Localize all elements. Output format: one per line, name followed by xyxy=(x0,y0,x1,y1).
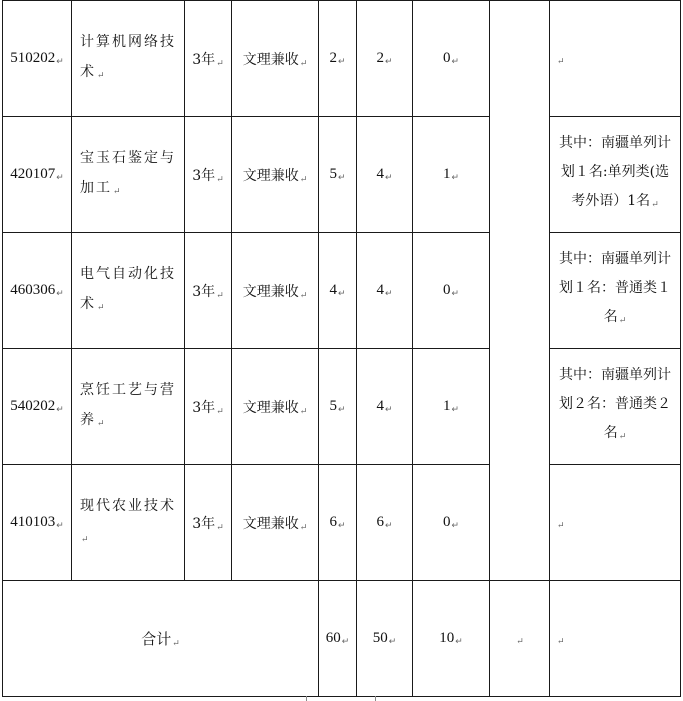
plan-total: 2 xyxy=(329,50,337,66)
plan-total: 6 xyxy=(329,514,337,530)
total-col-a: 50 xyxy=(372,630,388,646)
total-note-cell: ↵ xyxy=(550,581,681,697)
plan-total: 4 xyxy=(329,282,337,298)
plan-col-a: 6 xyxy=(376,514,384,530)
major-code: 460306 xyxy=(10,282,56,298)
study-years: 3年 xyxy=(192,515,216,532)
plan-col-a: 2 xyxy=(376,50,384,66)
plan-col-b: 0 xyxy=(442,50,451,66)
merged-blank-cell xyxy=(490,1,550,581)
total-col-b: 10 xyxy=(439,630,455,646)
major-name: 电气自动化技术 xyxy=(80,265,176,312)
subject-category: 文理兼收 xyxy=(242,283,299,300)
subject-category: 文理兼收 xyxy=(242,167,299,184)
plan-note-empty: ↵ xyxy=(550,1,681,117)
plan-col-b: 1 xyxy=(442,398,451,414)
plan-total: 5 xyxy=(329,398,337,414)
major-code: 540202 xyxy=(10,398,56,414)
table-row: 420107↵ 宝玉石鉴定与加工↵ 3年↵ 文理兼收↵ 5↵ 4↵ 1↵ 其中：南疆单列计划１名:单列类(选考外语）1名↵ xyxy=(3,117,681,233)
total-empty-cell: ↵ xyxy=(490,581,550,697)
page-break-line xyxy=(375,696,376,701)
plan-total: 5 xyxy=(329,166,337,182)
plan-note: 其中：南疆单列计划１名：普通类１名 xyxy=(559,251,671,325)
page-break-line xyxy=(306,696,307,701)
study-years: 3年 xyxy=(192,167,216,184)
plan-col-a: 4 xyxy=(376,166,384,182)
study-years: 3年 xyxy=(192,399,216,416)
table-row: 410103↵ 现代农业技术↵ 3年↵ 文理兼收↵ 6↵ 6↵ 0↵ ↵ xyxy=(3,465,681,581)
total-row: 合计↵ 60↵ 50↵ 10↵ ↵ ↵ xyxy=(3,581,681,697)
major-name: 现代农业技术 xyxy=(80,497,176,514)
table-row: 460306↵ 电气自动化技术↵ 3年↵ 文理兼收↵ 4↵ 4↵ 0↵ 其中：南疆单列计划１名：普通类１名↵ xyxy=(3,233,681,349)
table-row: 510202↵ 计算机网络技术↵ 3年↵ 文理兼收↵ 2↵ 2↵ 0↵ ↵ xyxy=(3,1,681,117)
plan-col-a: 4 xyxy=(376,398,384,414)
table-row: 540202↵ 烹饪工艺与营养↵ 3年↵ 文理兼收↵ 5↵ 4↵ 1↵ 其中：南疆单列计划２名：普通类２名↵ xyxy=(3,349,681,465)
enrollment-plan-table xyxy=(2,0,681,697)
major-code: 410103 xyxy=(10,514,56,530)
major-code: 420107 xyxy=(10,166,56,182)
major-name: 宝玉石鉴定与加工 xyxy=(80,149,176,196)
plan-col-b: 0 xyxy=(442,282,451,298)
plan-note: 其中：南疆单列计划１名:单列类(选考外语）1名 xyxy=(559,135,671,209)
plan-col-b: 0 xyxy=(442,514,451,530)
plan-col-a: 4 xyxy=(376,282,384,298)
major-name: 烹饪工艺与营养 xyxy=(80,381,176,428)
plan-note: 其中：南疆单列计划２名：普通类２名 xyxy=(559,367,671,441)
total-count: 60 xyxy=(325,630,341,646)
plan-col-b: 1 xyxy=(442,166,451,182)
study-years: 3年 xyxy=(192,283,216,300)
subject-category: 文理兼收 xyxy=(242,51,299,68)
subject-category: 文理兼收 xyxy=(242,515,299,532)
plan-note-empty: ↵ xyxy=(550,465,681,581)
major-code: 510202 xyxy=(10,50,56,66)
subject-category: 文理兼收 xyxy=(242,399,299,416)
major-name: 计算机网络技术 xyxy=(80,33,176,80)
study-years: 3年 xyxy=(192,51,216,68)
total-label: 合计 xyxy=(141,630,172,648)
